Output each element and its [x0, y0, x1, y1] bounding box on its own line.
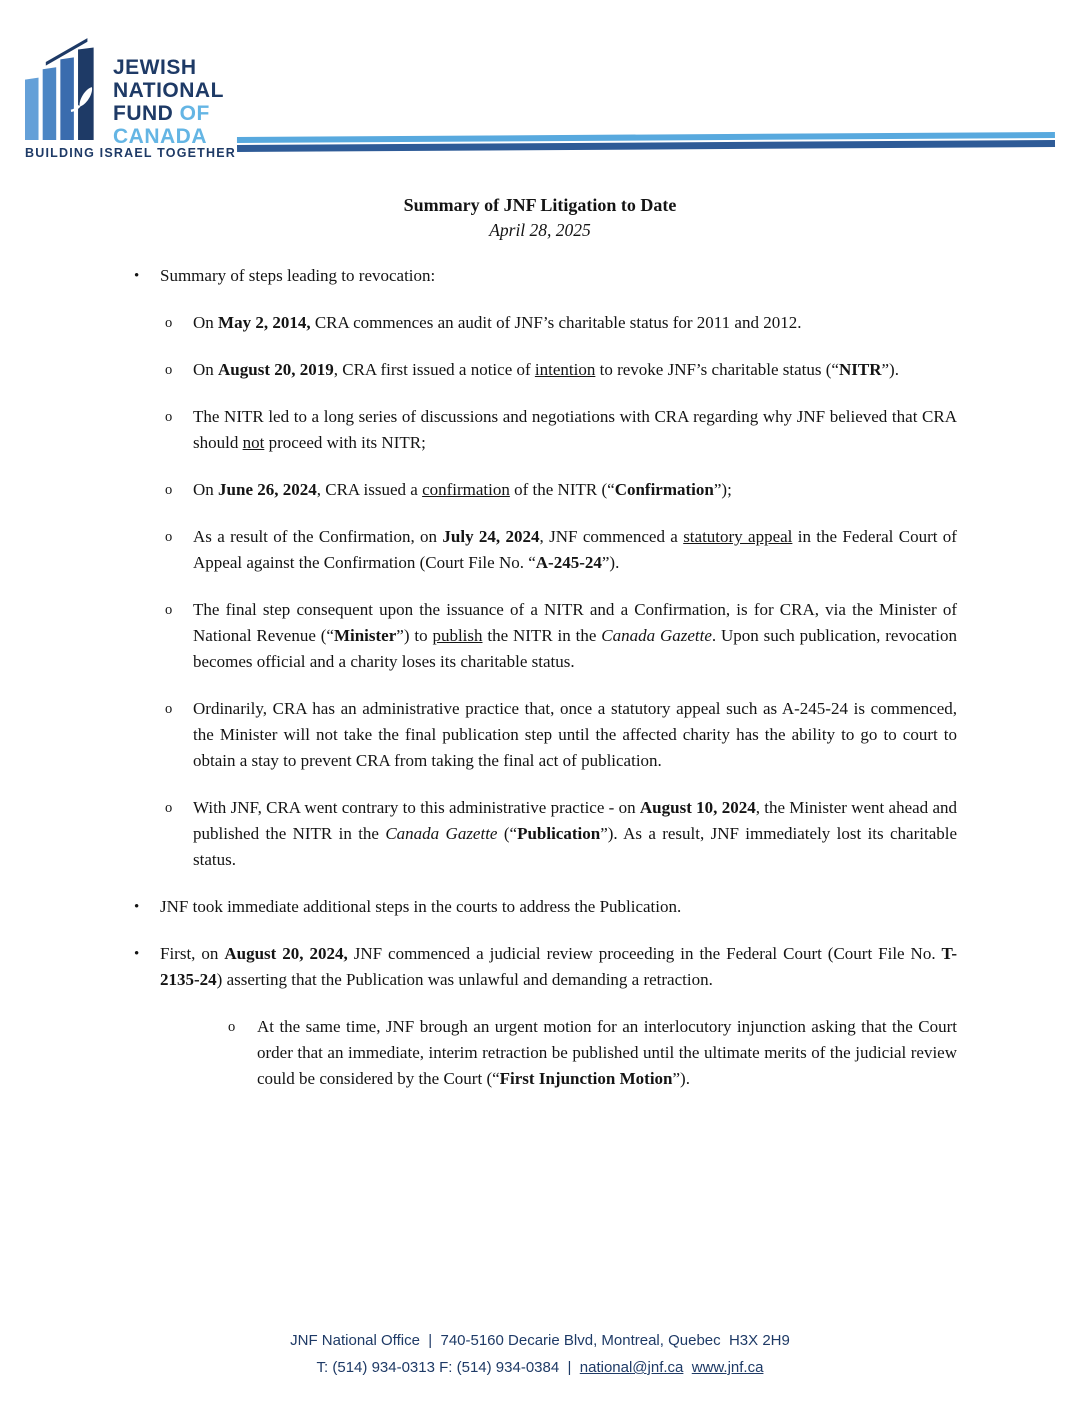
text-segment: CRA commences an audit of JNF’s charitable status for 2011 and 2012. [310, 313, 802, 332]
bullet-text [193, 798, 957, 869]
bullet-circle-marker: o [165, 602, 173, 618]
text-segment: A-245-24 [535, 553, 602, 572]
text-segment: ”). [881, 360, 899, 379]
bullet-circle-marker: o [165, 362, 173, 378]
bullet-item [133, 357, 957, 383]
bullet-item [133, 1014, 957, 1092]
text-segment: , CRA issued a [316, 480, 423, 499]
text-segment: July 24, 2024 [442, 527, 540, 546]
text-segment: Summary of steps leading to revocation: [160, 266, 436, 285]
text-segment [683, 1359, 691, 1376]
bullet-item [133, 795, 957, 873]
bullet-text [160, 266, 435, 285]
text-segment: ”); [713, 480, 732, 499]
text-segment: August 20, 2024, [224, 944, 348, 963]
jnf-logo-mark [25, 36, 103, 140]
bullet-text [193, 313, 801, 332]
bullet-circle-marker: o [165, 409, 173, 425]
text-segment: , JNF commenced a [539, 527, 684, 546]
text-segment: the NITR in the [482, 626, 602, 645]
bullet-text [193, 699, 957, 770]
text-segment: . Upon such publication, revocation becomes official and a charity loses its charitable status. [193, 626, 958, 671]
text-segment: June 26, 2024 [218, 480, 317, 499]
text-segment: to revoke JNF’s charitable status (“ [595, 360, 839, 379]
text-segment: T: (514) 934-0313 F: (514) 934-0384 | [316, 1359, 580, 1376]
logo-line-national: NATIONAL [113, 79, 224, 102]
text-segment: Confirmation [614, 480, 714, 499]
bullet-text [160, 944, 957, 989]
text-segment: Publication [517, 824, 601, 843]
text-segment: (“ [497, 824, 518, 843]
text-segment: ”). [601, 553, 620, 572]
header-rules [237, 132, 1055, 152]
text-segment: The NITR led to a long series of discussions and negotiations with CRA regarding why JNF believed that CRA should [193, 407, 957, 452]
text-segment: On [193, 480, 219, 499]
text-segment: publish [432, 626, 483, 645]
text-segment: T-2135-24 [160, 944, 957, 989]
bullet-circle-marker: o [228, 1019, 236, 1035]
text-segment: August 20, 2019 [218, 360, 334, 379]
text-segment: of the NITR (“ [509, 480, 615, 499]
bullet-text [193, 480, 732, 499]
text-segment: August 10, 2024 [639, 798, 756, 817]
text-segment: NITR [838, 360, 882, 379]
text-segment: ”). [672, 1069, 690, 1088]
bullet-text [193, 407, 957, 452]
bullet-disc-marker: • [134, 899, 140, 915]
jnf-logo [25, 34, 236, 162]
website-link[interactable]: www.jnf.ca [691, 1359, 764, 1376]
bullet-item [133, 263, 957, 289]
text-segment: At the same time, JNF brough an urgent motion for an interlocutory injunction asking that the Court order that an immediate, interim retraction be published until the ultimate merits of the judicial review could be considered by the Court (“ [257, 1017, 957, 1088]
email-link[interactable]: national@jnf.ca [579, 1359, 684, 1376]
document-title: Summary of JNF Litigation to Date [403, 195, 677, 215]
bullet-item [133, 310, 957, 336]
text-segment: ) asserting that the Publication was unlawful and demanding a retraction. [216, 970, 713, 989]
text-segment: Canada Gazette [385, 824, 498, 843]
text-segment: ”) to [396, 626, 433, 645]
logo-line-fund-of: FUND OF [113, 102, 210, 125]
text-segment: May 2, 2014, [218, 313, 311, 332]
text-segment: , CRA first issued a notice of [333, 360, 535, 379]
footer-line2 [0, 1354, 1080, 1381]
bullet-text [160, 897, 681, 916]
bullet-text [193, 527, 957, 572]
text-segment: JNF took immediate additional steps in the courts to address the Publication. [160, 897, 682, 916]
text-segment: On [193, 360, 219, 379]
bullet-list [133, 263, 957, 1113]
bullet-item [133, 696, 957, 774]
footer-line1: JNF National Office | 740-5160 Decarie Blvd, Montreal, Quebec H3X 2H9 [290, 1332, 790, 1349]
bullet-text [193, 360, 899, 379]
text-segment: The final step consequent upon the issuance of a NITR and a Confirmation, is for CRA, via the Minister of National Revenue (“ [193, 600, 957, 645]
text-segment: First Injunction Motion [499, 1069, 673, 1088]
text-segment: intention [534, 360, 596, 379]
bullet-disc-marker: • [134, 946, 140, 962]
text-segment: As a result of the Confirmation, on [193, 527, 443, 546]
text-segment: Ordinarily, CRA has an administrative practice that, once a statutory appeal such as A-245-24 is commenced, the Minister will not take the final publication step until the affected charity has the ability to go to court to obtain a stay to prevent CRA from taking the final act of publication. [193, 699, 957, 770]
bullet-item [133, 597, 957, 675]
title-block [0, 193, 1080, 242]
text-segment: Canada Gazette [601, 626, 712, 645]
text-segment: confirmation [422, 480, 510, 499]
text-segment: On [193, 313, 219, 332]
logo-wordmark [113, 56, 224, 148]
bullet-circle-marker: o [165, 315, 173, 331]
bullet-text [257, 1017, 957, 1088]
logo-tagline: BUILDING ISRAEL TOGETHER [25, 146, 236, 160]
text-segment: With JNF, CRA went contrary to this administrative practice - on [193, 798, 640, 817]
bullet-item [133, 404, 957, 456]
bullet-circle-marker: o [165, 482, 173, 498]
bullet-circle-marker: o [165, 701, 173, 717]
logo-line-jewish: JEWISH [113, 56, 197, 79]
text-segment: statutory appeal [683, 527, 793, 546]
text-segment: ”). As a result, JNF immediately lost its charitable status. [193, 824, 958, 869]
logo-line-canada: CANADA [113, 125, 207, 148]
text-segment: Minister [333, 626, 397, 645]
text-segment: not [242, 433, 265, 452]
bullet-item [133, 941, 957, 993]
document-date: April 28, 2025 [489, 220, 591, 240]
text-segment: in the Federal Court of Appeal against the Confirmation (Court File No. “ [193, 527, 957, 572]
text-segment: proceed with its NITR; [264, 433, 426, 452]
bullet-item [133, 477, 957, 503]
bullet-circle-marker: o [165, 800, 173, 816]
bullet-text [193, 600, 957, 671]
bullet-item [133, 894, 957, 920]
text-segment: JNF commenced a judicial review proceeding in the Federal Court (Court File No. [347, 944, 942, 963]
bullet-item [133, 524, 957, 576]
text-segment: , the Minister went ahead and published the NITR in the [193, 798, 957, 843]
bullet-circle-marker: o [165, 529, 173, 545]
bullet-disc-marker: • [134, 268, 140, 284]
text-segment: First, on [160, 944, 225, 963]
footer [0, 1327, 1080, 1381]
